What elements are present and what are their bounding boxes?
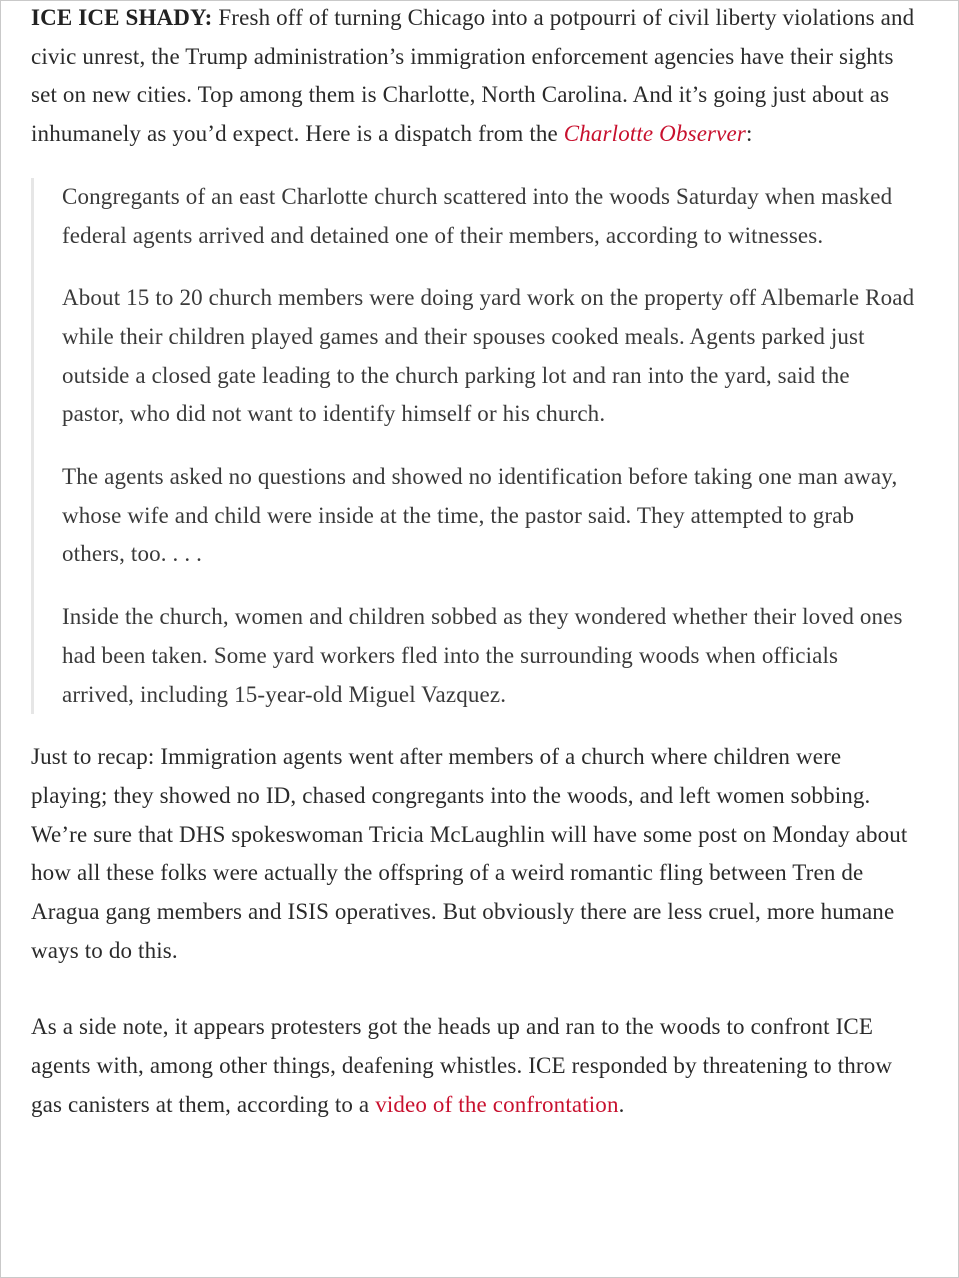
sidenote-text: As a side note, it appears protesters got the heads up and ran to the woods to confront ICE agents with, among other things, deafening whistles. ICE responded by threatening to throw gas canisters at them, according to a	[31, 1014, 893, 1117]
article-body	[31, 0, 916, 1125]
charlotte-observer-link[interactable]: Charlotte Observer	[563, 121, 746, 147]
quote-paragraph-2: About 15 to 20 church members were doing yard work on the property off Albemarle Road while their children played games and their spouses cooked meals. Agents parked just outside a closed gate leading to the church parking lot and ran into the yard, said the pastor, who did not want to identify himself or his church.	[62, 285, 915, 427]
lede-text-end: :	[745, 121, 753, 147]
sidenote-paragraph	[31, 1008, 916, 1124]
lede-text: Fresh off of turning Chicago into a potpourri of civil liberty violations and civic unrest, the Trump administration’s immigration enforcement agencies have their sights set on new cities. Top among them is Charlotte, North Carolina. And it’s going just about as inhumanely as you’d expect. Here is a dispatch from the	[31, 5, 915, 147]
quote-paragraph-3: The agents asked no questions and showed no identification before taking one man away, whose wife and child were inside at the time, the pastor said. They attempted to grab others, too. . . .	[62, 464, 898, 567]
quote-paragraph-1: Congregants of an east Charlotte church scattered into the woods Saturday when masked federal agents arrived and detained one of their members, according to witnesses.	[62, 183, 893, 248]
lede-paragraph	[31, 0, 916, 154]
confrontation-video-link[interactable]: video of the confrontation	[375, 1091, 619, 1117]
recap-paragraph: Just to recap: Immigration agents went after members of a church where children were playing; they showed no ID, chased congregants into the woods, and left women sobbing. We’re sure that DHS spokeswoman Tricia McLaughlin will have some post on Monday about how all these folks were actually the offspring of a weird romantic fling between Tren de Aragua gang members and ISIS operatives. But obviously there are less cruel, more humane ways to do this.	[31, 744, 908, 963]
quote-paragraph-4: Inside the church, women and children sobbed as they wondered whether their loved ones had been taken. Some yard workers fled into the surrounding woods when officials arrived, including 15-year-old Miguel Vazquez.	[62, 604, 903, 707]
news-quote	[31, 178, 916, 714]
section-kicker: ICE ICE SHADY:	[31, 5, 213, 30]
sidenote-text-end: .	[618, 1091, 625, 1117]
